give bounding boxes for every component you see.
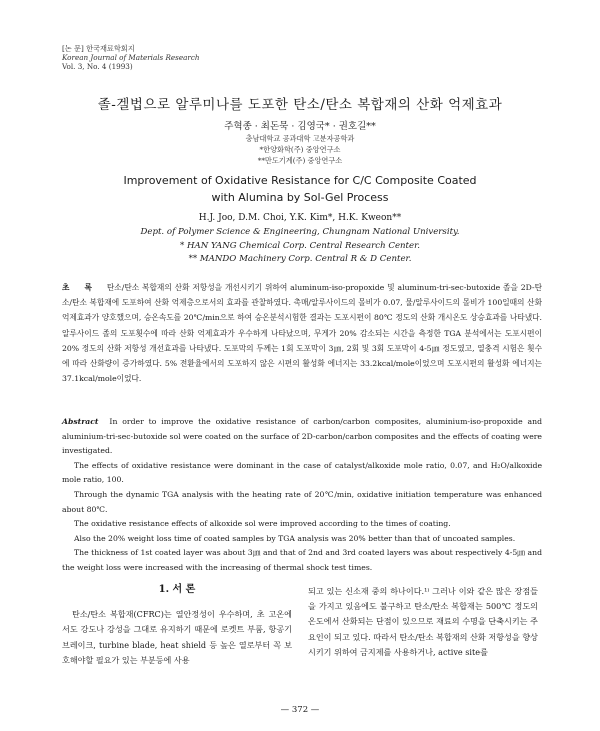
affiliation-en-1: Dept. of Polymer Science & Engineering, Chungnam National University. (140, 227, 460, 237)
intro-text-left: 탄소/탄소 복합재(CFRC)는 열안정성이 우수하며, 초 고온에서도 강도나 강성을 그대로 유지하기 때문에 로켓트 부품, 항공기 브레이크, turbine blade, heat shield 등 높은 열로부터 꼭 보호해야할 필요가 있는 부분등에 사용 (62, 609, 292, 665)
affiliation-ko-1: 충남대학교 공과대학 고분자공학과 (245, 134, 355, 143)
title-english (0, 172, 600, 206)
affiliations-korean (0, 133, 600, 166)
abstract-en-p2: The effects of oxidative resistance were dominant in the case of catalyst/alkoxide mole ratio, 0.07, and H₂O/alkoxide mole ratio, 100. (62, 460, 542, 485)
abstract-en-p1: In order to improve the oxidative resistance of carbon/carbon composites, aluminium-iso-propoxide and aluminium-tri-sec-butoxide sol were coated on the surface of 2D-carbon/carbon composites and the effects of coating were investigated. (62, 417, 542, 456)
page-number: — 372 — (280, 705, 320, 715)
abstract-ko-label: 초 록 (62, 283, 98, 292)
title-en-line-2: with Alumina by Sol-Gel Process (211, 191, 389, 204)
abstract-korean (62, 280, 542, 386)
title-korean: 졸-겔법으로 알루미나를 도포한 탄소/탄소 복합재의 산화 억제효과 (97, 97, 503, 113)
title-en-line-1: Improvement of Oxidative Resistance for C/C Composite Coated (123, 174, 477, 187)
abstract-en-p4: The oxidative resistance effects of alkoxide sol were improved according to the times of coating. (74, 519, 451, 529)
affiliation-ko-2: *한양화학(주) 중앙연구소 (259, 145, 341, 154)
affiliation-ko-3: **만도기계(주) 중앙연구소 (257, 156, 343, 165)
body-column-left (62, 580, 292, 668)
authors-korean: 주혁종 · 최돈묵 · 김영국* · 권호길** (224, 121, 376, 132)
abstract-en-paragraph (62, 415, 542, 459)
affiliation-en-3: ** MANDO Machinery Corp. Central R & D Center. (188, 254, 412, 264)
abstract-ko-text: 탄소/탄소 복합재의 산화 저항성을 개선시키기 위하여 aluminum-iso-propoxide 및 aluminum-tri-sec-butoxide 졸을 2D-탄소/탄소 복합재에 도포하여 산화 억제층으로서의 효과를 관찰하였다. 촉매/알루사이드의 몰비가 0.07, 물/알루사이드의 몰비가 100일때의 산화 억제효과가 양호했으며, 승온속도를 20℃/min으로 하여 승온분석시험한 결과는 도포시편이 80℃ 정도의 산화 개시온도 상승효과를 나타냈다. 알루사이드 졸의 도포횟수에 따라 산화 억제효과가 우수하게 나타났으며, 무게가 20% 감소되는 시간을 측정한 TGA 분석에서는 도포시편이 20% 정도의 산화 저항성 개선효과를 나타냈다. 도포막의 두께는 1회 도포막이 3㎛, 2회 및 3회 도포막이 4-5㎛ 정도였고, 열충격 시험은 횟수에 따라 산화량이 증가하였다. 5% 전환율에서의 도포하지 않은 시편의 활성화 에너지는 33.2kcal/mole이었으며 도포시편의 활성화 에너지는 37.1kcal/mole이었다. (62, 283, 543, 384)
journal-name-ko: [논 문] 한국재료학회지 (62, 44, 135, 53)
journal-header (62, 44, 200, 71)
journal-volume: Vol. 3, No. 4 (1993) (62, 62, 133, 71)
section-heading-introduction: 1. 서 론 (158, 584, 196, 595)
intro-text-right: 되고 있는 신소재 중의 하나이다.¹⁾ 그러나 이와 같은 많은 장점들을 가지고 있음에도 불구하고 탄소/탄소 복합재는 500℃ 정도의 온도에서 산화되는 단점이 있으므로 재료의 수명을 단축시키는 주 요인이 되고 있다. 따라서 탄소/탄소 복합재의 산화 저항성을 향상시키기 위하여 금지제를 사용하거나, active site를 (308, 586, 538, 657)
abstract-en-p6: The thickness of 1st coated layer was about 3㎛ and that of 2nd and 3rd coated layers was about respectively 4-5㎛ and the weight loss were increased with the increasing of thermal shock test times. (62, 548, 542, 572)
affiliation-en-2: * HAN YANG Chemical Corp. Central Research Center. (180, 240, 420, 251)
affiliations-english (0, 226, 600, 267)
authors-english: H.J. Joo, D.M. Choi, Y.K. Kim*, H.K. Kweon** (198, 213, 402, 223)
abstract-en-p3: Through the dynamic TGA analysis with the heating rate of 20℃/min, oxidative initiation temperature was enhanced about 80℃. (62, 489, 542, 514)
abstract-en-label: Abstract (62, 417, 99, 426)
abstract-en-p5: Also the 20% weight loss time of coated samples by TGA analysis was 20% better than that of uncoated samples. (74, 533, 516, 543)
abstract-english (62, 415, 542, 576)
journal-name-en: Korean Journal of Materials Research (62, 53, 200, 62)
body-column-right (308, 584, 538, 660)
